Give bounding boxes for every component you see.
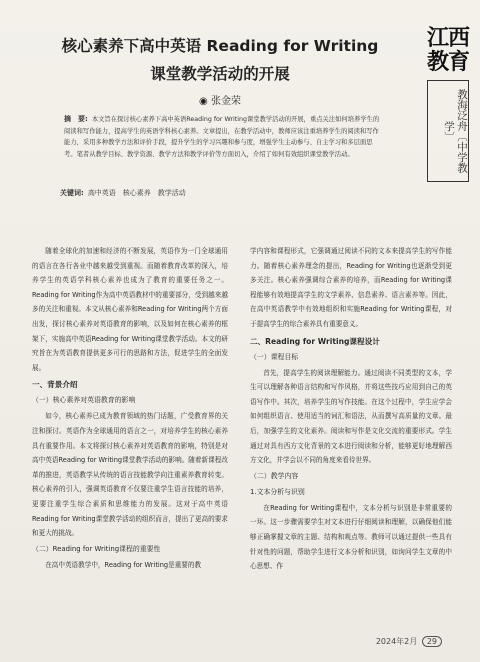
keywords [60, 188, 390, 198]
article-title-line1: 核心素养下高中英语 Reading for Writing [61, 37, 379, 55]
body-paragraph: 在Reading for Writing课程中，文本分析与识别是非常重要的一环。这一步骤需要学生对文本进行仔细阅读和理解，以确保他们能够正确掌握文章的主题、结构和观点等。教师可以通过提供一些具有针对性的问题，帮助学生进行文本分析和识别，如询问学生文章的中心思想、作 [250, 503, 452, 571]
subsection-heading-2-2-1: 1.文本分析与识别 [250, 487, 305, 496]
author-name: ◉ 张金荣 [199, 96, 241, 107]
keywords-label: 关键词: [60, 189, 84, 197]
page-footer [376, 636, 442, 647]
subsection-heading-2-2: （二）教学内容 [250, 471, 299, 480]
subsection-heading-2-1: （一）课程目标 [250, 352, 299, 361]
abstract-text: 本文旨在探讨核心素养下高中英语Reading for Writing课堂教学活动的开展，重点关注如何培养学生的阅读和写作能力，提高学生的英语学科核心素养。文章提出，在教学活动中，教师应该注重培养学生的阅读和写作能力，采用多种教学方法和评价手段，提升学生的学习兴趣和参与度，增强学生主动参与、自主学习和多层面思考。笔者从教学目标、教学资源、教学方法和教学评价等方面切入，介绍了如何有效组织课堂教学活动。 [64, 116, 380, 158]
body-paragraph: 如今，核心素养已成为教育领域的热门话题，广受教育界的关注和探讨。英语作为全球通用的语言之一，对培养学生的核心素养具有重要作用。本文将探讨核心素养对英语教育的影响，特别是对高中英语Reading for Writing课堂教学活动的影响。随着新课程改革的推进，英语教学从传统的语言技能教学向注重素养教育转变。核心素养的引入，强调英语教育不仅要注重学生语言技能的培养，更要注重学生综合素质和思维能力的发展。这对于高中英语Reading for Writing课堂教学活动的组织而言，提出了更高的要求和更大的挑战。 [32, 412, 228, 538]
body-paragraph: 在高中英语教学中，Reading for Writing是重要的教 [45, 560, 202, 569]
abstract [64, 114, 384, 160]
body-paragraph: 首先，提高学生的阅读理解能力。通过阅读不同类型的文本，学生可以理解各种语言结构和写作风格，并将这些技巧应用到自己的英语写作中。其次，培养学生的写作技能。在这个过程中，学生应学会如何组织语言、使用适当的词汇和语法，从而撰写高质量的文章。最后，加强学生的文化素养。阅读和写作是文化交流的重要形式。学生通过对具有西方文化背景的文本进行阅读和分析，能够更好地理解西方文化，并学会以不同的角度来看待世界。 [250, 368, 452, 465]
left-column [32, 244, 228, 572]
journal-brand [424, 26, 472, 182]
keywords-text: 高中英语 核心素养 教学活动 [87, 189, 186, 197]
section-heading-1: 一、背景介绍 [32, 380, 78, 390]
abstract-label: 摘 要: [64, 115, 88, 123]
column-section-label: 教海泛舟〔中学教学〕 [427, 80, 469, 182]
body-paragraph: 学内容和课程形式，它强调通过阅读不同的文本来提高学生的写作能力。随着核心素养理念的提出，Reading for Writing也逐渐受到更多关注。核心素养强调综合素养的培养，而Reading for Writing课程能够有效地提高学生的文学素养、信息素养、语言素养等。因此，在高中英语教学中有效地组织和实施Reading for Writing课程，对于提高学生的综合素养具有重要意义。 [250, 247, 452, 328]
page-number: 29 [422, 636, 442, 647]
intro-paragraph: 随着全球化的加速和经济的不断发展，英语作为一门全球通用的语言在各行各业中越来越受到重视。而随着教育改革的深入，培养学生的英语学科核心素养也成为了教育的重要任务之一。Reading for Writing作为高中英语教材中的重要部分，受到越来越多的关注和重视。本文从核心素养和Reading for Writing两个方面出发，探讨核心素养对英语教育的影响，以及如何在核心素养的框架下，实施高中英语Reading for Writing课堂教学活动。本文的研究旨在为英语教育提供更多可行的思路和方法，促进学生的全面发展。 [32, 247, 228, 372]
issue-date: 2024年2月 [375, 637, 418, 646]
journal-logo: 江西教育 [426, 25, 469, 75]
subsection-heading-1-2: （二）Reading for Writing课程的重要性 [32, 544, 161, 553]
subsection-heading-1-1: （一）核心素养对英语教育的影响 [32, 396, 136, 405]
article-title-line2: 课堂教学活动的开展 [150, 65, 290, 83]
section-heading-2: 二、Reading for Writing课程设计 [250, 336, 380, 346]
right-column [250, 244, 452, 574]
